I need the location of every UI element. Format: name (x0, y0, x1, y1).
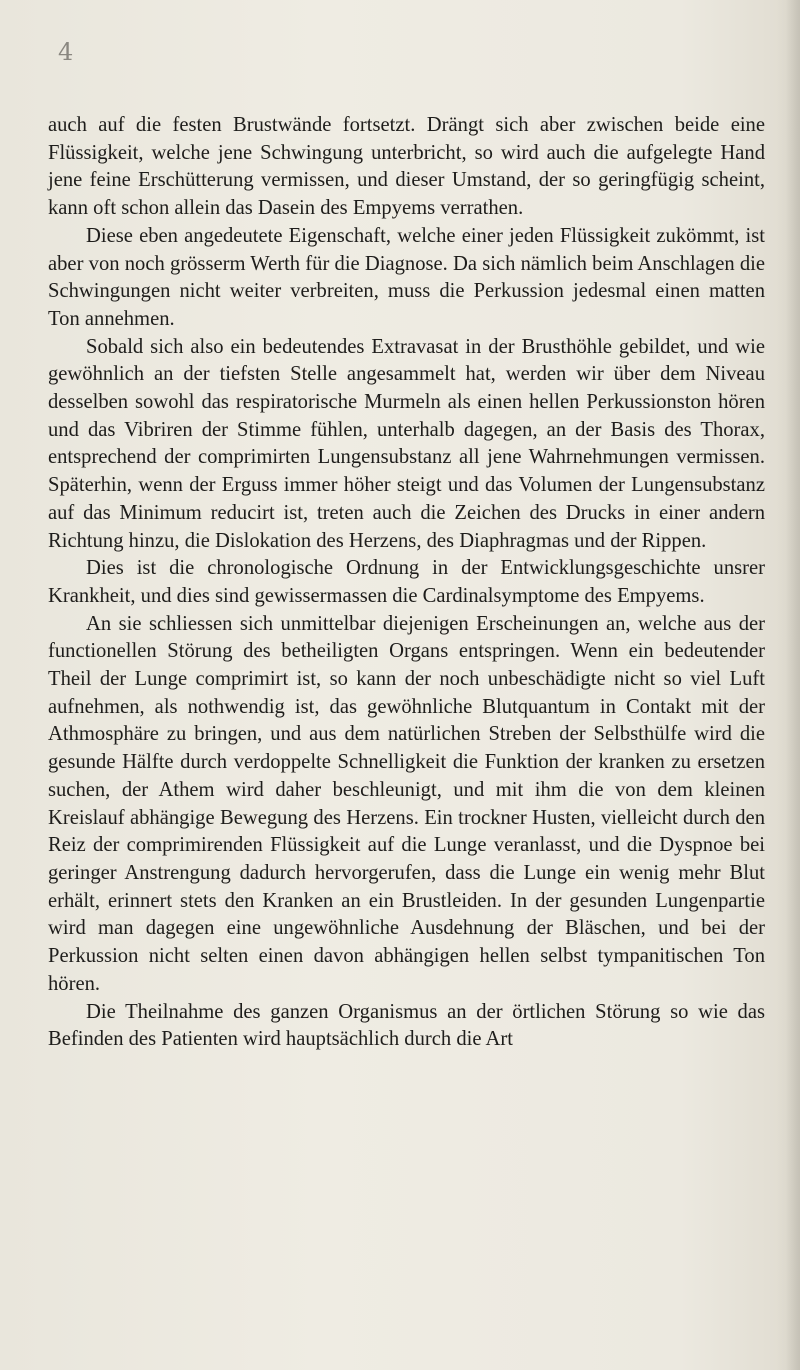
paragraph-3: Sobald sich also ein bedeutendes Extravasat in der Brusthöhle gebildet, und wie gewöhnlich an der tiefsten Stelle angesammelt hat, werden wir über dem Niveau desselben sowohl das respiratorische Murmeln als einen hellen Perkussionston hören und das Vibriren der Stimme fühlen, unterhalb dagegen, an der Basis des Thorax, entsprechend der comprimirten Lungensubstanz all jene Wahrnehmungen vermissen. Späterhin, wenn der Erguss immer höher steigt und das Volumen der Lungensubstanz auf das Minimum reducirt ist, treten auch die Zeichen des Drucks in einer andern Richtung hinzu, die Dislokation des Herzens, des Diaphragmas und der Rippen. (48, 335, 765, 552)
body-text (48, 112, 765, 1054)
paragraph-5: An sie schliessen sich unmittelbar diejenigen Erscheinungen an, welche aus der functionellen Störung des betheiligten Organs entspringen. Wenn ein bedeutender Theil der Lunge comprimirt ist, so kann der noch unbeschädigte nicht so viel Luft aufnehmen, als nothwendig ist, das gewöhnliche Blutquantum in Contakt mit der Athmosphäre zu bringen, und aus dem natürlichen Streben der Selbsthülfe wird die gesunde Hälfte durch verdoppelte Schnelligkeit die Funktion der kranken zu ersetzen suchen, der Athem wird daher beschleunigt, und mit ihm die von dem kleinen Kreislauf abhängige Bewegung des Herzens. Ein trockner Husten, vielleicht durch den Reiz der comprimirenden Flüssigkeit auf die Lunge veranlasst, und die Dyspnoe bei geringer Anstrengung dadurch hervorgerufen, dass die Lunge ein wenig mehr Blut erhält, erinnert stets den Kranken an ein Brustleiden. In der gesunden Lungenpartie wird man dagegen eine ungewöhnliche Ausdehnung der Bläschen, und bei der Perkussion nicht selten einen davon abhängigen hellen selbst tympanitischen Ton hören. (48, 612, 765, 995)
paragraph-2: Diese eben angedeutete Eigenschaft, welche einer jeden Flüssigkeit zukömmt, ist aber von noch grösserm Werth für die Diagnose. Da sich nämlich beim Anschlagen die Schwingungen nicht weiter verbreiten, muss die Perkussion jedesmal einen matten Ton annehmen. (48, 224, 765, 330)
paragraph-6: Die Theilnahme des ganzen Organismus an der örtlichen Störung so wie das Befinden des Patienten wird hauptsächlich durch die Art (48, 1000, 765, 1051)
paragraph-4: Dies ist die chronologische Ordnung in der Entwicklungsgeschichte unsrer Krankheit, und dies sind gewissermassen die Cardinalsymptome des Empyems. (48, 557, 765, 607)
page-edge-shadow (786, 0, 800, 1370)
page-number: 4 (58, 38, 74, 66)
paragraph-1: auch auf die festen Brustwände fortsetzt. Drängt sich aber zwischen beide eine Flüssigkeit, welche jene Schwingung unterbricht, so wird auch die aufgelegte Hand jene feine Erschütterung vermissen, und dieser Umstand, der so geringfügig scheint, kann oft schon allein das Dasein des Empyems verrathen. (48, 114, 765, 220)
